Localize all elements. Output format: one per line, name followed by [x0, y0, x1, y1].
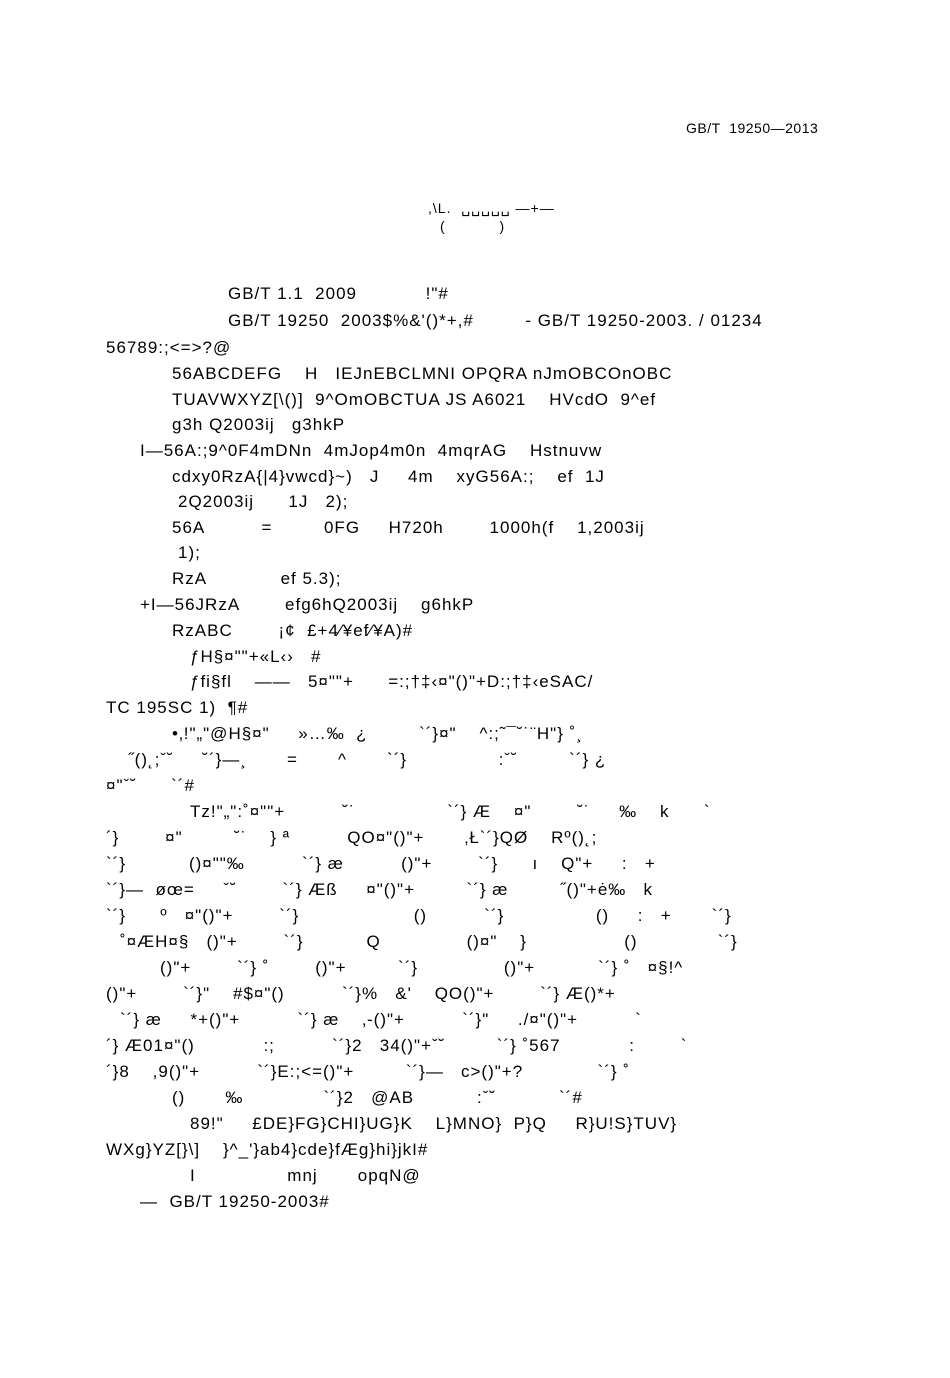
text-line-14: RzABC ¡¢ £+4⁄¥ef⁄¥A)# [172, 621, 414, 640]
text-line-30: ´} Æ01¤"() :; `´}2 34()"+ˇ˘ `´} ˚567 : ` [106, 1036, 688, 1055]
text-line-6: g3h Q2003ij g3hkP [172, 415, 346, 434]
text-line-10: 56A = 0FG H720h 1000h(f 1,2003ij [172, 518, 645, 537]
text-line-33: 89!" £DE}FG}CHI}UG}K L}MNO} P}Q R}U!S}TUV} [190, 1114, 678, 1133]
text-line-13: +I—56JRzA efg6hQ2003ij g6hkP [140, 595, 475, 614]
text-line-36: — GB/T 19250-2003# [140, 1192, 330, 1211]
text-line-34: WXg}YZ[}\] }^_'}ab4}cde}fÆg}hi}jkI# [106, 1140, 429, 1159]
text-line-12: RzA ef 5.3); [172, 569, 342, 588]
text-line-17: TC 195SC 1) ¶# [106, 698, 249, 717]
text-line-31: ´}8 ,9()"+ `´}E:;<=()"+ `´}— c>()"+? `´} ˚ [106, 1062, 630, 1081]
text-line-23: `´} ()¤""‰ `´} æ ()"+ `´} ı Q"+ : + [106, 854, 656, 873]
text-line-21: Tz!"„":˚¤""+ ˘˙ `´} Æ ¤" ˘˙ ‰ k ` [190, 802, 711, 821]
text-line-18: •‚!"„"@H§¤" »…‰ ¿ `´}¤" ^:;˜¯˘˙¨H"} ˚¸ [172, 724, 583, 743]
foreword-title: ,\L. ␣␣␣␣␣ —+— [428, 200, 555, 216]
text-line-7: I—56A:;9^0F4mDNn 4mJop4m0n 4mqrAG Hstnuvw [140, 441, 603, 460]
text-line-9: 2Q2003ij 1J 2); [178, 492, 349, 511]
text-line-8: cdxy0RzA{|4}vwcd}~) J 4m xyG56A:; ef 1J [172, 467, 605, 486]
standard-number: GB/T 19250—2013 [686, 120, 819, 136]
text-line-29: `´} æ *+()"+ `´} æ ‚-()"+ `´}" ./¤"()"+ ` [120, 1010, 642, 1029]
text-line-24: `´}— øœ= ˇ˘ `´} Æß ¤"()"+ `´} æ ˝()"+ė‰ k [106, 880, 653, 899]
text-line-5: TUAVWXYZ[\()] 9^OmOBCTUA JS A6021 HVcdO 9^ef [172, 390, 657, 409]
text-line-11: 1); [178, 543, 201, 562]
text-line-2: GB/T 19250 2003$%&'()*+,# - GB/T 19250-2003. / 01234 [228, 311, 763, 330]
text-line-16: ƒfi§fl —— 5¤""+ =:;†‡‹¤"()"+D:;†‡‹eSAC/ [190, 672, 594, 691]
text-line-20: ¤"ˇ˘ `´# [106, 776, 195, 795]
text-line-32: () ‰ `´}2 @AB :ˇ˘ `´# [172, 1088, 583, 1107]
text-line-4: 56ABCDEFG H IEJnEBCLMNI OPQRA nJmOBCOnOBC [172, 364, 673, 383]
foreword-title-paren: ( ) [440, 218, 506, 234]
text-line-28: ()"+ `´}" #$¤"() `´}% &' QO()"+ `´} Æ()*+ [106, 984, 616, 1003]
text-line-3: 56789:;<=>?@ [106, 338, 232, 357]
text-line-26: ˚¤ÆH¤§ ()"+ `´} Q ()¤" } () `´} [120, 932, 738, 951]
text-line-15: ƒH§¤""+«L‹› # [190, 647, 322, 666]
text-line-22: ´} ¤" ˘˙ } ª QO¤"()"+ ‚Ł`´}QØ Rº()˛; [106, 828, 598, 847]
text-line-27: ()"+ `´} ˚ ()"+ `´} ()"+ `´} ˚ ¤§!^ [160, 958, 684, 977]
text-line-19: ˝()˛;ˇ˘ ˘´}—¸ = ^ `´} :ˇ˘ `´} ¿ [128, 750, 607, 769]
text-line-1: GB/T 1.1 2009 !"# [228, 284, 449, 303]
text-line-25: `´} º ¤"()"+ `´} () `´} () : + `´} [106, 906, 732, 925]
text-line-35: I mnj opqN@ [190, 1166, 421, 1185]
